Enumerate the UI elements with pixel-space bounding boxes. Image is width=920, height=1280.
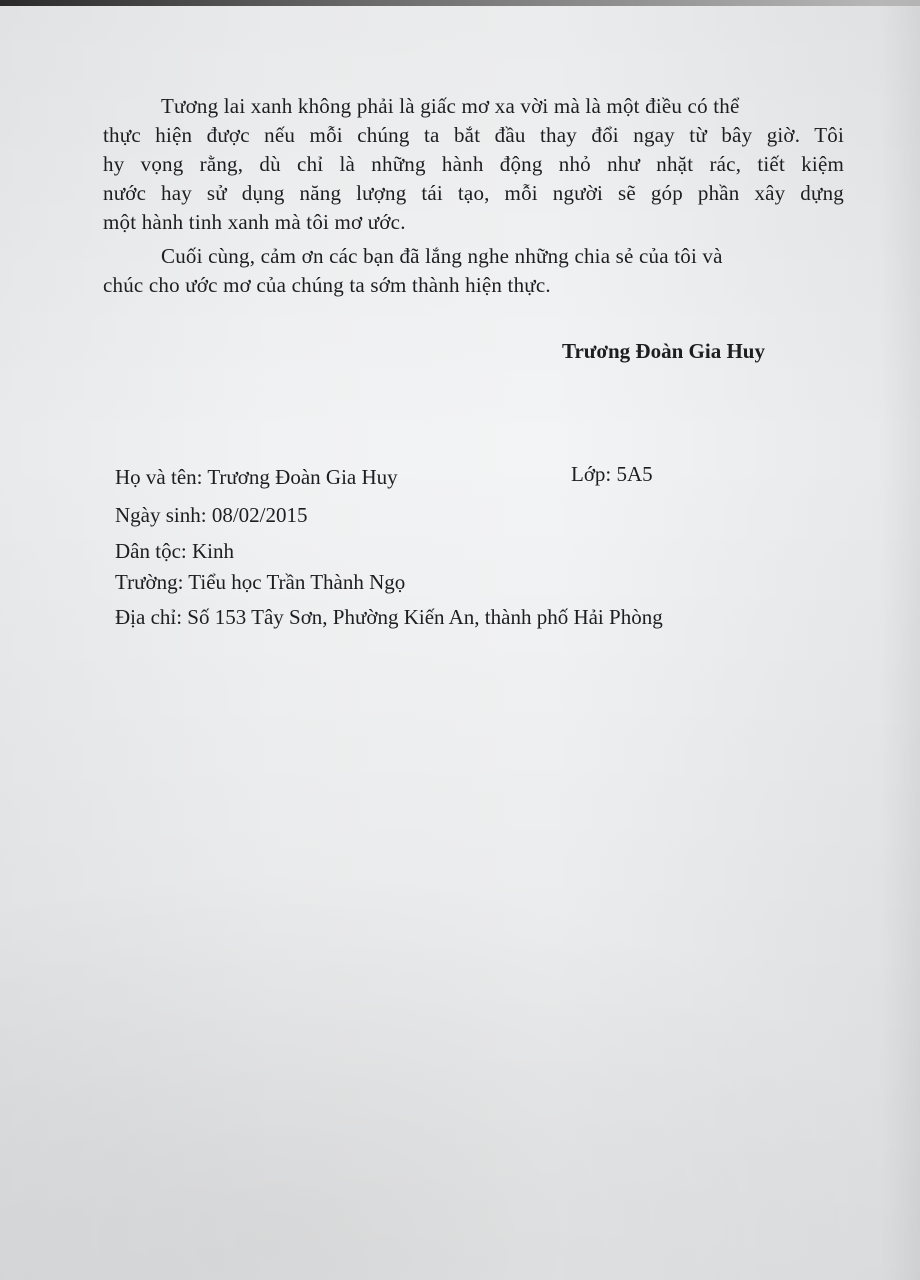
signature-name: Trương Đoàn Gia Huy [562, 339, 765, 363]
paragraph-2-line-2: chúc cho ước mơ của chúng ta sớm thành hiện thực. [103, 273, 551, 297]
paragraph-1-line-3: hy vọng rằng, dù chỉ là những hành động nhỏ như nhặt rác, tiết kiệm [103, 152, 844, 176]
student-name: Họ và tên: Trương Đoàn Gia Huy [115, 465, 398, 489]
paper-sheet [0, 5, 920, 1280]
paragraph-1-line-4: nước hay sử dụng năng lượng tái tạo, mỗi người sẽ góp phần xây dựng [103, 181, 844, 205]
paragraph-1-line-2: thực hiện được nếu mỗi chúng ta bắt đầu thay đổi ngay từ bây giờ. Tôi [103, 123, 844, 147]
student-school: Trường: Tiểu học Trần Thành Ngọ [115, 570, 406, 594]
student-address: Địa chỉ: Số 153 Tây Sơn, Phường Kiến An, thành phố Hải Phòng [115, 605, 663, 629]
paragraph-1-line-1: Tương lai xanh không phải là giấc mơ xa vời mà là một điều có thể [161, 94, 740, 118]
student-class: Lớp: 5A5 [571, 462, 653, 486]
student-birthdate: Ngày sinh: 08/02/2015 [115, 503, 308, 527]
student-ethnicity: Dân tộc: Kinh [115, 539, 234, 563]
paragraph-2-line-1: Cuối cùng, cảm ơn các bạn đã lắng nghe những chia sẻ của tôi và [161, 244, 723, 268]
paragraph-1-line-5: một hành tinh xanh mà tôi mơ ước. [103, 210, 406, 234]
